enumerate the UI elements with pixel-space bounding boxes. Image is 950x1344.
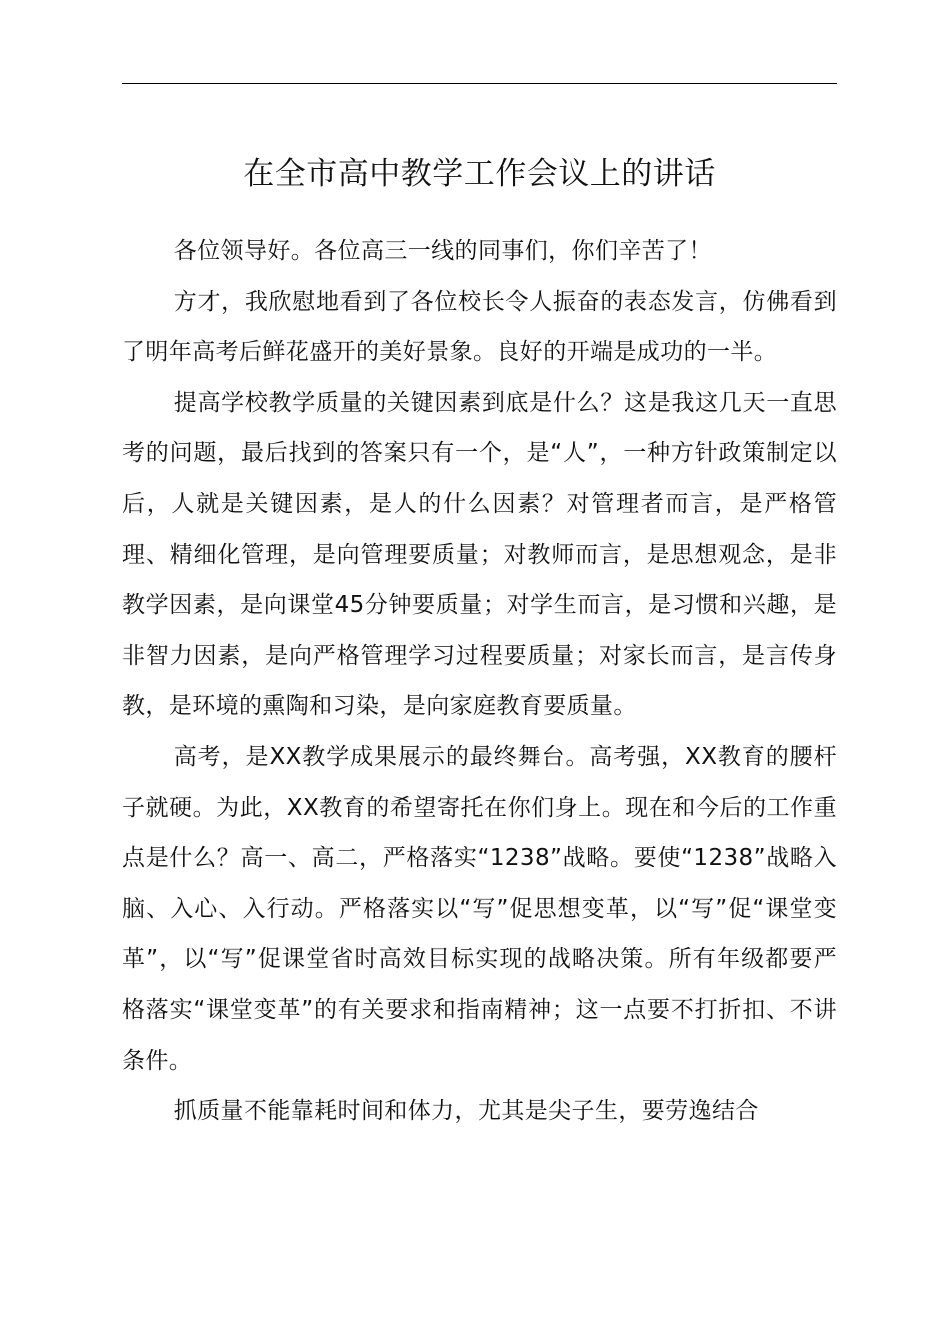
header-rule [122,83,837,84]
paragraph-gaokao: 高考，是XX教学成果展示的最终舞台。高考强，XX教育的腰杆子就硬。为此，XX教育的希望寄托在你们身上。现在和今后的工作重点是什么？高一、高二，严格落实“1238”战略。要使“1238”战略入脑、入心、入行动。严格落实以“写”促思想变革，以“写”促“课堂变革”，以“写”促课堂省时高效目标实现的战略决策。所有年级都要严格落实“课堂变革”的有关要求和指南精神；这一点要不打折扣、不讲条件。 [122,743,837,1074]
paragraph-greeting: 各位领导好。各位高三一线的同事们，你们辛苦了！ [173,238,712,264]
paragraph-quality: 抓质量不能靠耗时间和体力，尤其是尖子生，要劳逸结合 [173,1098,759,1125]
paragraph-opening: 方才，我欣慰地看到了各位校长令人振奋的表态发言，仿佛看到了明年高考后鲜花盛开的美好景象。良好的开端是成功的一半。 [122,288,837,366]
paragraph-key-factor: 提高学校教学质量的关键因素到底是什么？这是我这几天一直思考的问题，最后找到的答案只有一个，是“人”，一种方针政策制定以后，人就是关键因素，是人的什么因素？对管理者而言，是严格管理、精细化管理，是向管理要质量；对教师而言，是思想观念，是非教学因素，是向课堂45分钟要质量；对学生而言，是习惯和兴趣，是非智力因素，是向严格管理学习过程要质量；对家长而言，是言传身教，是环境的熏陶和习染，是向家庭教育要质量。 [122,389,837,720]
document-body [122,226,837,1137]
document-title: 在全市高中教学工作会议上的讲话 [243,156,716,192]
